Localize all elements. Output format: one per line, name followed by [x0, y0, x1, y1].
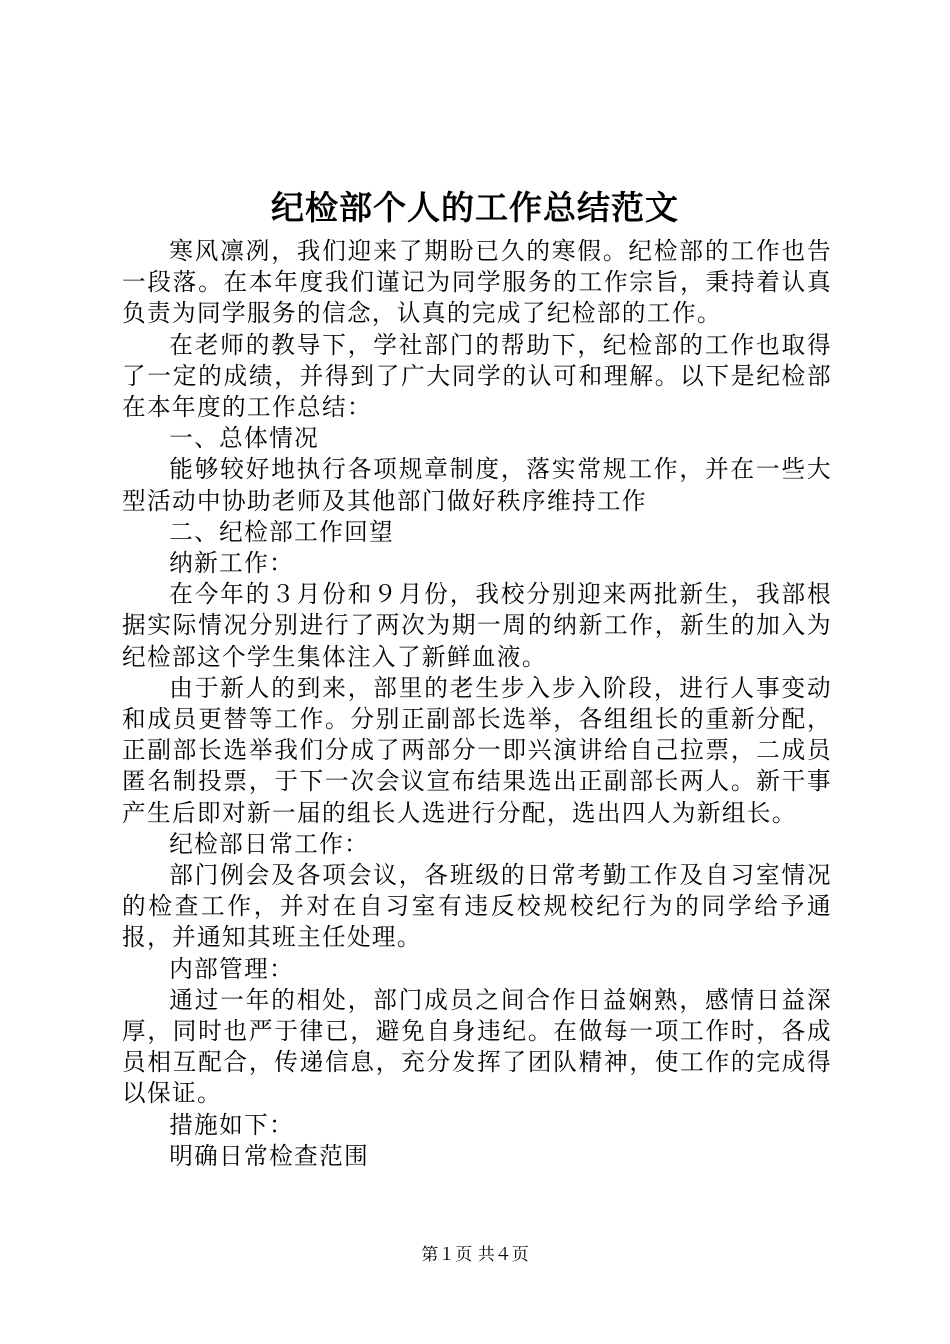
subheading-daily-work: 纪检部日常工作： [169, 829, 370, 858]
paragraph-overall: 能够较好地执行各项规章制度，落实常规工作，并在一些大型活动中协助老师及其他部门做好秩序维持工作 [122, 455, 832, 515]
subheading-internal-management: 内部管理： [169, 954, 295, 983]
paragraph-personnel: 由于新人的到来，部里的老生步入步入阶段，进行人事变动和成员更替等工作。分别正副部长选举，各组组长的重新分配，正副部长选举我们分成了两部分一即兴演讲给自己拉票，二成员匿名制投票，于下一次会议宣布结果选出正副部长两人。新干事产生后即对新一届的组长人选进行分配，选出四人为新组长。 [122, 673, 832, 827]
section-heading-review: 二、纪检部工作回望 [169, 517, 395, 546]
subheading-recruitment: 纳新工作： [169, 549, 295, 578]
paragraph-measures-item: 明确日常检查范围 [169, 1141, 370, 1170]
paragraph-internal-management: 通过一年的相处，部门成员之间合作日益娴熟，感情日益深厚，同时也严于律已，避免自身违纪。在做每一项工作时，各成员相互配合，传递信息，充分发挥了团队精神，使工作的完成得以保证。 [122, 985, 832, 1108]
subheading-measures: 措施如下： [169, 1110, 295, 1139]
paragraph-achievements: 在老师的教导下，学社部门的帮助下，纪检部的工作也取得了一定的成绩，并得到了广大同学的认可和理解。以下是纪检部在本年度的工作总结： [122, 330, 832, 422]
document-body [122, 236, 832, 1172]
paragraph-daily-work: 部门例会及各项会议，各班级的日常考勤工作及自习室情况的检查工作，并对在自习室有违反校规校纪行为的同学给予通报，并通知其班主任处理。 [122, 861, 832, 952]
paragraph-intro: 寒风凛冽，我们迎来了期盼已久的寒假。纪检部的工作也告一段落。在本年度我们谨记为同学服务的工作宗旨，秉持着认真负责为同学服务的信念，认真的完成了纪检部的工作。 [122, 237, 832, 328]
paragraph-recruitment: 在今年的３月份和９月份，我校分别迎来两批新生，我部根据实际情况分别进行了两次为期一周的纳新工作，新生的加入为纪检部这个学生集体注入了新鲜血液。 [122, 580, 832, 671]
page-footer: 第１页 共４页 [421, 1245, 529, 1265]
document-title: 纪检部个人的工作总结范文 [271, 188, 679, 227]
section-heading-overall: 一、总体情况 [169, 424, 320, 453]
